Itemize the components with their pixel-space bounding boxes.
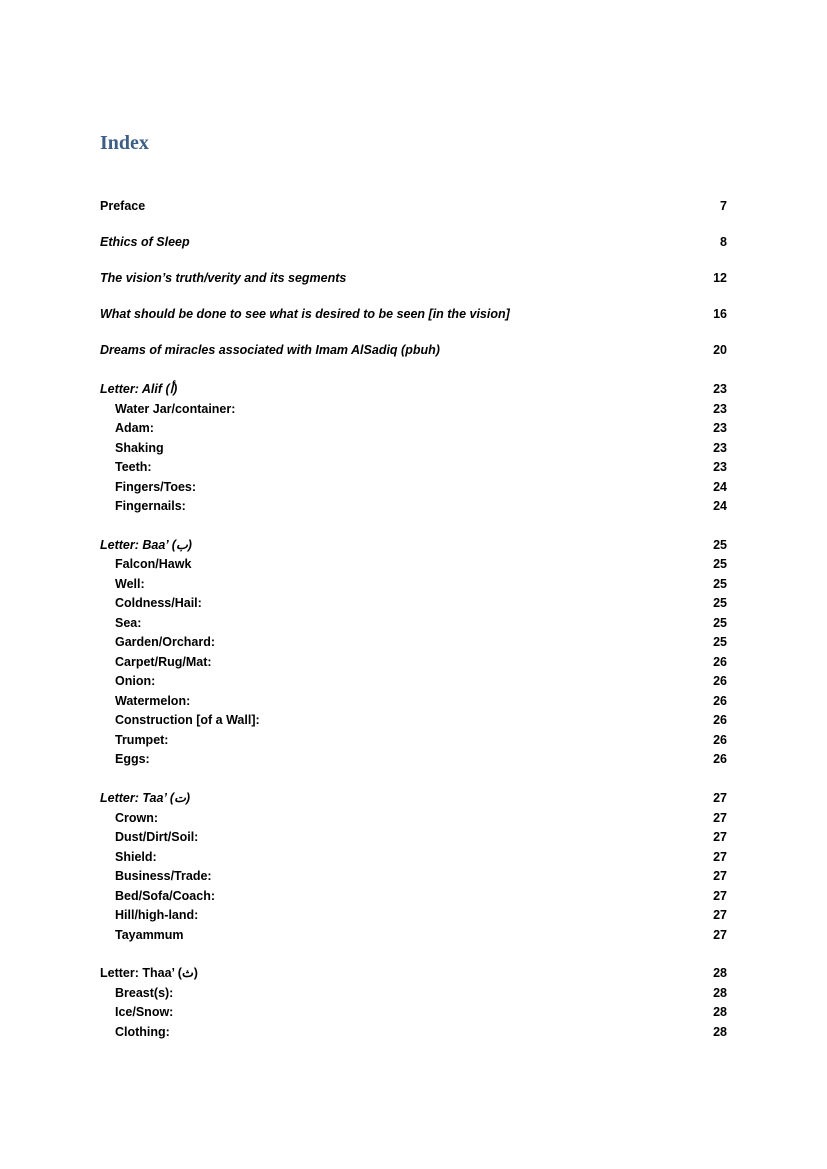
toc-entry-label: Hill/high-land: [115,908,199,922]
toc-subentry [100,808,727,828]
toc-entry-label: Breast(s): [115,986,174,1000]
toc-entry-label: Bed/Sofa/Coach: [115,889,216,903]
toc-entry-label: Onion: [115,674,156,688]
toc-subentry [100,613,727,633]
toc-page-number: 25 [713,577,727,591]
toc-entry [100,535,727,555]
toc-entry [100,963,727,983]
toc-entry-label: Letter: Alif (أ) [100,382,178,396]
toc-entry-label: Dreams of miracles associated with Imam AlSadiq (pbuh) [100,343,440,357]
toc-page-number: 27 [713,889,727,903]
toc-subentry [100,730,727,750]
toc-entry-label: Letter: Thaa’ (ث) [100,966,198,980]
toc-entry-label: Watermelon: [115,694,191,708]
toc-page-number: 25 [713,616,727,630]
toc-page-number: 28 [713,1005,727,1019]
toc-page-number: 20 [713,343,727,357]
toc-entry [100,788,727,808]
toc-entry [100,232,727,252]
toc-page-number: 27 [713,830,727,844]
toc-entry [100,379,727,399]
toc-entry-label: Carpet/Rug/Mat: [115,655,212,669]
toc-entry-label: Tayammum [115,928,184,942]
toc-page-number: 25 [713,635,727,649]
toc-page-number: 28 [713,966,727,980]
toc-page-number: 25 [713,596,727,610]
toc-page-number: 24 [713,480,727,494]
toc-subentry [100,847,727,867]
toc-entry-label: Fingernails: [115,499,186,513]
toc-page-number: 28 [713,986,727,1000]
toc-entry-label: Dust/Dirt/Soil: [115,830,199,844]
toc-entry [100,196,727,216]
toc-entry-label: Trumpet: [115,733,169,747]
toc-page-number: 25 [713,557,727,571]
toc-page-number: 27 [713,791,727,805]
toc-entry-label: Letter: Taa’ (ت) [100,791,191,805]
toc-page-number: 26 [713,713,727,727]
toc-subentry [100,925,727,945]
toc-subentry [100,438,727,458]
toc-entry-label: Business/Trade: [115,869,212,883]
toc-entry-label: Crown: [115,811,159,825]
toc-page-number: 25 [713,538,727,552]
toc-entry-label: Water Jar/container: [115,402,236,416]
toc-entry-label: Shaking [115,441,164,455]
toc-entry [100,304,727,324]
toc-entry [100,268,727,288]
toc-entry-label: Garden/Orchard: [115,635,216,649]
toc-page-number: 23 [713,382,727,396]
toc-entry-label: What should be done to see what is desired to be seen [in the vision] [100,307,510,321]
toc-subentry [100,457,727,477]
toc-page-number: 26 [713,733,727,747]
toc-subentry [100,866,727,886]
toc-subentry [100,418,727,438]
toc-page-number: 23 [713,441,727,455]
toc-entry-label: Clothing: [115,1025,170,1039]
toc-subentry [100,593,727,613]
toc-page-number: 7 [720,199,727,213]
toc-entry-label: Coldness/Hail: [115,596,202,610]
toc-page-number: 23 [713,460,727,474]
toc-page-number: 26 [713,694,727,708]
toc-page-number: 27 [713,850,727,864]
toc-entry-label: Fingers/Toes: [115,480,197,494]
toc-page-number: 24 [713,499,727,513]
toc-subentry [100,671,727,691]
toc-entry-label: The vision’s truth/verity and its segments [100,271,347,285]
toc-entry-label: Adam: [115,421,154,435]
toc-entry-label: Teeth: [115,460,152,474]
toc-subentry [100,749,727,769]
toc-page-number: 23 [713,421,727,435]
toc-subentry [100,827,727,847]
toc-entry-label: Letter: Baa’ (ب) [100,538,192,552]
toc-page-number: 26 [713,674,727,688]
toc-page-number: 27 [713,869,727,883]
toc-entry-label: Sea: [115,616,142,630]
toc-entry-label: Well: [115,577,145,591]
toc-page-number: 23 [713,402,727,416]
toc-subentry [100,1022,727,1042]
toc-page-number: 16 [713,307,727,321]
toc-entry-label: Eggs: [115,752,150,766]
toc-page-number: 26 [713,655,727,669]
toc-subentry [100,632,727,652]
toc-page-number: 8 [720,235,727,249]
toc-entry-label: Ice/Snow: [115,1005,174,1019]
toc-subentry [100,710,727,730]
toc-entry-label: Construction [of a Wall]: [115,713,260,727]
toc-entry-label: Shield: [115,850,157,864]
toc-subentry [100,554,727,574]
toc-subentry [100,652,727,672]
toc-entry [100,340,727,360]
toc-entry-label: Preface [100,199,146,213]
toc-subentry [100,574,727,594]
toc-subentry [100,477,727,497]
toc-page-number: 12 [713,271,727,285]
toc-entry-label: Ethics of Sleep [100,235,190,249]
page-title: Index [100,132,149,154]
toc-page-number: 27 [713,908,727,922]
toc-page-number: 27 [713,811,727,825]
toc-subentry [100,983,727,1003]
toc-subentry [100,399,727,419]
toc-subentry [100,691,727,711]
toc-subentry [100,1002,727,1022]
toc-subentry [100,905,727,925]
toc-entry-label: Falcon/Hawk [115,557,192,571]
toc-page-number: 26 [713,752,727,766]
toc-subentry [100,496,727,516]
toc-page-number: 28 [713,1025,727,1039]
toc-page-number: 27 [713,928,727,942]
toc-subentry [100,886,727,906]
